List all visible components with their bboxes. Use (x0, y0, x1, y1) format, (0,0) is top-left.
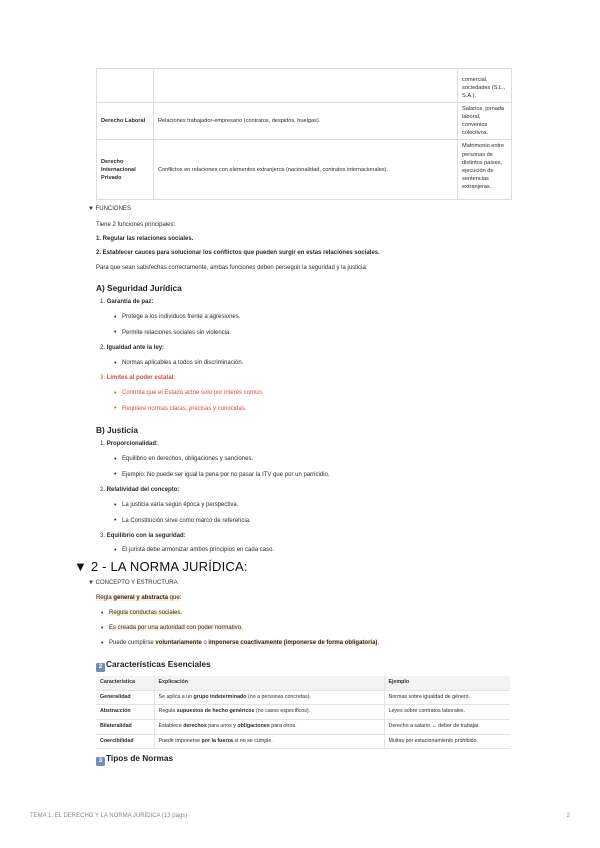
list-item: • Normas aplicables a todos sin discriminación. (114, 359, 243, 368)
cell-example: Leyes sobre contratos laborales. (384, 705, 510, 720)
list-item: • Permite relaciones sociales sin violencia. (114, 329, 240, 338)
table-cell-examples: Matrimonio entre personas de distintos países, ejecución de sentencias extranjeras. (458, 140, 512, 200)
cell-characteristic: Coercibilidad (96, 734, 154, 749)
funciones-intro: Tiene 2 funciones principales: (96, 222, 176, 228)
item-number: 1. (100, 441, 106, 447)
table-row (96, 690, 510, 705)
funciones-toggle[interactable]: ▼ FUNCIONES (88, 206, 131, 212)
justicia-item-3-bullets (114, 546, 274, 555)
item-title: Equilibrio con la seguridad (106, 533, 184, 539)
justicia-item-1: 1. Proporcionalidad: (100, 441, 159, 447)
table-row (97, 140, 512, 200)
cell-example: Normas sobre igualdad de género. (384, 690, 510, 705)
seguridad-item-1-bullets (114, 313, 240, 337)
branches-table (96, 68, 512, 200)
table-row (96, 734, 510, 749)
item-title: Proporcionalidad (106, 441, 157, 447)
cell-example: Multas por estacionamiento prohibido. (384, 734, 510, 749)
footer-title: TEMA 1. EL DERECHO Y LA NORMA JURÍDICA (13 pags) (30, 813, 188, 819)
column-header: Explicación (154, 676, 384, 690)
number-2-icon: 2 (96, 663, 105, 672)
cell-explanation: Puede imponerse por la fuerza si no se cumple. (154, 734, 384, 749)
list-item: • La justicia varía según época y perspectiva. (114, 501, 251, 510)
list-item: • Ejemplo: No puede ser igual la pena por no pasar la ITV que por un parricidio. (114, 471, 329, 480)
justicia-item-2: 2. Relatividad del concepto: (100, 487, 180, 493)
list-item: • Equilibrio en derechos, obligaciones y sanciones. (114, 455, 329, 464)
list-item: • Requiere normas claras, precisas y conocidas. (114, 405, 263, 414)
seguridad-item-1: 1. Garantía de paz: (100, 299, 154, 305)
justicia-heading: B) Justicia (96, 425, 138, 435)
list-item: • Controla que el Estado actúe solo por interés común. (114, 389, 263, 398)
section-2-heading[interactable]: ▼ 2 - LA NORMA JURÍDICA: (74, 559, 248, 574)
caracteristicas-heading: 2 Características Esenciales (96, 658, 211, 672)
list-item: • El jurista debe armonizar ambos principios en cada caso. (114, 546, 274, 555)
table-row (96, 705, 510, 720)
cell-explanation: Se aplica a un grupo indeterminado (no a personas concretas). (154, 690, 384, 705)
item-number: 3. (100, 533, 106, 539)
funcion-2: 2. Establecer cauces para solucionar los conflictos que pueden surgir en estas relaciones sociales. (96, 250, 380, 256)
item-title: Garantía de paz (106, 299, 152, 305)
table-cell-term: Derecho Laboral (97, 103, 154, 140)
cell-characteristic: Bilateralidad (96, 720, 154, 735)
def-pre: Regla (96, 595, 114, 601)
def-bold: general y abstracta (113, 595, 169, 601)
item-number: 3. (100, 375, 106, 381)
norma-definition (96, 594, 181, 603)
justicia-item-3: 3. Equilibrio con la seguridad: (100, 533, 186, 539)
item-number: 2. (100, 487, 106, 493)
def-post: que: (168, 595, 182, 601)
table-cell-term: Derecho Internacional Privado (97, 140, 154, 200)
table-cell-examples: comercial, sociedades (S.L., S.A.). (458, 69, 512, 103)
table-cell-examples: Salarios, jornada laboral, convenios colectivos. (458, 103, 512, 140)
list-item: • Es creada por una autoridad con poder normativo. (101, 624, 379, 633)
list-item: • Regula conductas sociales. (101, 609, 379, 618)
table-row (97, 103, 512, 140)
item-number: 1. (100, 299, 106, 305)
table-cell-desc: Conflictos en relaciones con elementos extranjeros (nacionalidad, contratos internacionales). (153, 140, 457, 200)
table-cell-desc: Relaciones trabajador-empresario (contratos, despidos, huelgas). (153, 103, 457, 140)
item-title: Límites al poder estatal (106, 375, 174, 381)
seguridad-item-3-bullets (114, 389, 263, 413)
seguridad-item-2: 2. Igualdad ante la ley: (100, 345, 165, 351)
column-header: Ejemplo (384, 676, 510, 690)
list-item: • La Constitución sirve como marco de referencia. (114, 517, 251, 526)
column-header: Característica (96, 676, 154, 690)
list-item: • Puede cumplirse voluntariamente o imponerse coactivamente (imponerse de forma obligatoria). (101, 639, 379, 648)
table-row (96, 720, 510, 735)
number-3-icon: 3 (96, 757, 105, 766)
item-title: Igualdad ante la ley (106, 345, 163, 351)
item-title: Relatividad del concepto (106, 487, 178, 493)
table-row (97, 69, 512, 103)
caracteristicas-table (96, 676, 510, 749)
seguridad-item-3: 3. Límites al poder estatal: (100, 375, 176, 381)
seguridad-item-2-bullets (114, 359, 243, 368)
cell-characteristic: Generalidad (96, 690, 154, 705)
norma-bullets (101, 609, 379, 648)
concepto-toggle[interactable]: ▼ CONCEPTO Y ESTRUCTURA (88, 580, 178, 586)
cell-explanation: Establece derechos para unos y obligaciones para otros. (154, 720, 384, 735)
item-number: 2. (100, 345, 106, 351)
tipos-heading: 3 Tipos de Normas (96, 752, 173, 766)
page-number: 2 (566, 813, 570, 819)
justicia-item-1-bullets (114, 455, 329, 479)
funcion-1: 1. Regular las relaciones sociales. (96, 236, 194, 242)
cell-characteristic: Abstracción (96, 705, 154, 720)
table-cell-term (97, 69, 154, 103)
cell-explanation: Regula supuestos de hecho genéricos (no casos específicos). (154, 705, 384, 720)
list-item: • Protege a los individuos frente a agresiones. (114, 313, 240, 322)
table-header-row (96, 676, 510, 690)
funciones-summary: Para que sean satisfechas correctamente, ambas funciones deben perseguir la seguridad y la justicia: (96, 265, 368, 271)
cell-example: Derecho a salario ↔ deber de trabajar. (384, 720, 510, 735)
table-cell-desc (153, 69, 457, 103)
seguridad-heading: A) Seguridad Jurídica (96, 283, 182, 293)
justicia-item-2-bullets (114, 501, 251, 525)
